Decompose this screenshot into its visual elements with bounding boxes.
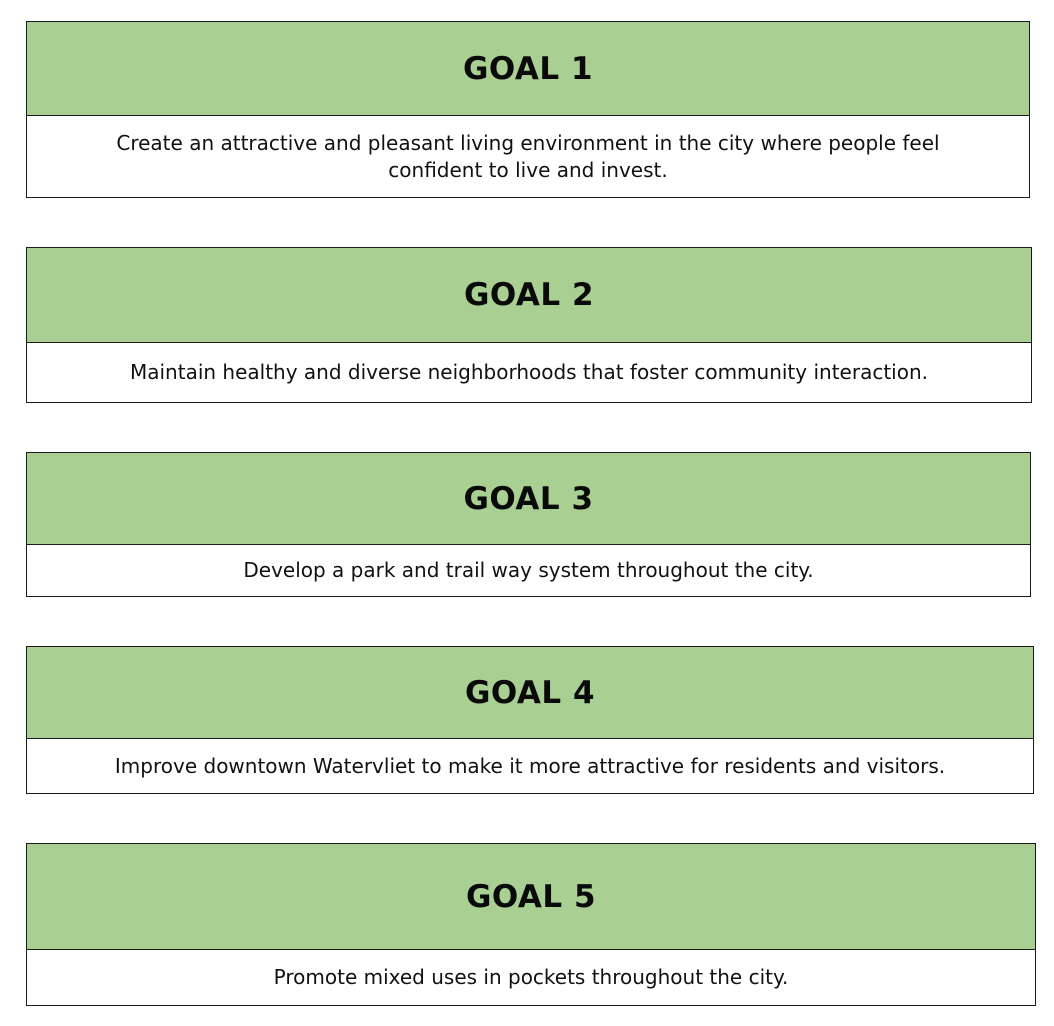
goal-title: GOAL 3 (27, 453, 1030, 545)
goal-description: Promote mixed uses in pockets throughout the city. (273, 965, 789, 989)
goal-description: Improve downtown Watervliet to make it more attractive for residents and visitors. (114, 753, 946, 778)
goal-description: Maintain healthy and diverse neighborhoods that foster community interaction. (129, 360, 928, 384)
goal-card-5 (26, 843, 1036, 1006)
goal-card-1 (26, 21, 1030, 198)
goal-card-2 (26, 247, 1032, 403)
goal-title: GOAL 5 (27, 844, 1035, 950)
goal-description: Create an attractive and pleasant living environment in the city where people feel confident to live and invest. (116, 130, 940, 182)
goal-title: GOAL 2 (27, 248, 1031, 343)
goal-card-3 (26, 452, 1031, 597)
goal-title: GOAL 4 (27, 647, 1033, 739)
goal-description: Develop a park and trail way system throughout the city. (243, 558, 814, 582)
goal-card-4 (26, 646, 1034, 794)
goal-title: GOAL 1 (27, 22, 1029, 116)
